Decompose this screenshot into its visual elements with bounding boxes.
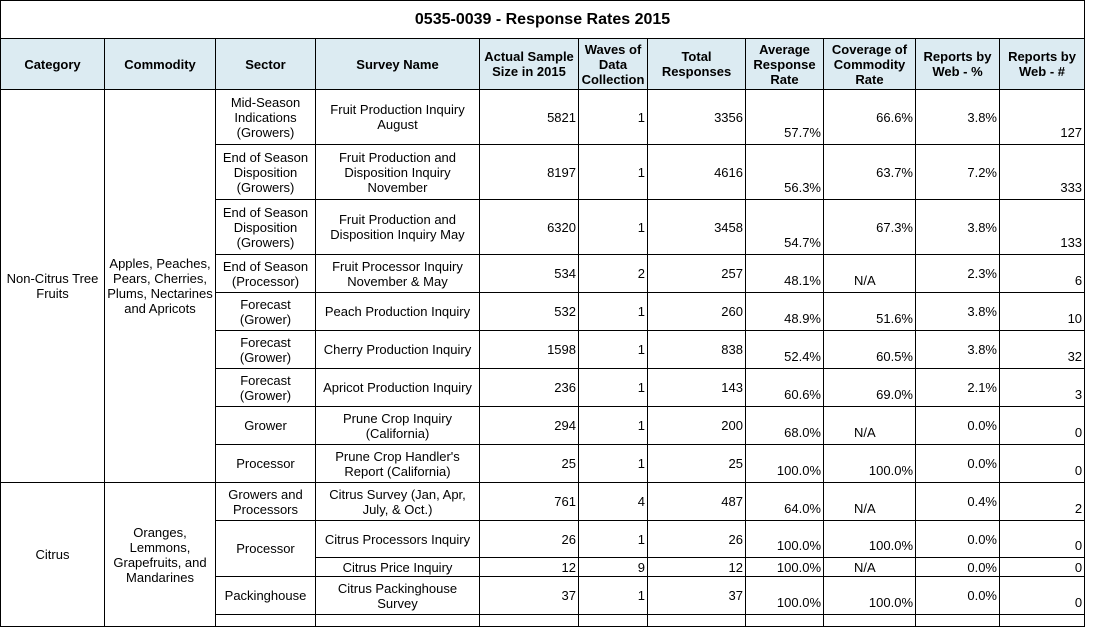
coverage-rate-cell — [824, 615, 916, 627]
sector-cell: End of Season (Processor) — [216, 255, 316, 293]
web-num-cell: 0 — [1000, 521, 1085, 558]
web-pct-cell — [916, 615, 1000, 627]
avg-response-rate-cell: 68.0% — [746, 407, 824, 445]
sample-size-cell: 26 — [480, 521, 579, 558]
waves-cell: 1 — [579, 293, 648, 331]
coverage-rate-cell: 100.0% — [824, 445, 916, 483]
total-responses-cell: 4616 — [648, 145, 746, 200]
category-cell: Non-Citrus Tree Fruits — [1, 90, 105, 483]
coverage-rate-cell: N/A — [824, 407, 916, 445]
waves-cell: 1 — [579, 445, 648, 483]
web-num-cell: 0 — [1000, 445, 1085, 483]
sample-size-cell: 534 — [480, 255, 579, 293]
sample-size-cell: 532 — [480, 293, 579, 331]
total-responses-cell — [648, 615, 746, 627]
survey-name-cell: Peach Production Inquiry — [316, 293, 480, 331]
waves-cell: 4 — [579, 483, 648, 521]
web-num-cell: 133 — [1000, 200, 1085, 255]
survey-name-cell: Fruit Processor Inquiry November & May — [316, 255, 480, 293]
web-pct-cell: 0.0% — [916, 521, 1000, 558]
waves-cell: 1 — [579, 145, 648, 200]
header-waves: Waves of Data Collection — [579, 39, 648, 90]
avg-response-rate-cell: 100.0% — [746, 577, 824, 615]
avg-response-rate-cell: 56.3% — [746, 145, 824, 200]
web-pct-cell: 3.8% — [916, 200, 1000, 255]
web-num-cell: 3 — [1000, 369, 1085, 407]
web-pct-cell: 0.0% — [916, 558, 1000, 577]
total-responses-cell: 3356 — [648, 90, 746, 145]
sample-size-cell — [480, 615, 579, 627]
survey-name-cell: Citrus Packinghouse Survey — [316, 577, 480, 615]
sample-size-cell: 25 — [480, 445, 579, 483]
sector-cell: Forecast (Grower) — [216, 293, 316, 331]
sample-size-cell: 37 — [480, 577, 579, 615]
total-responses-cell: 260 — [648, 293, 746, 331]
header-coverage-rate: Coverage of Commodity Rate — [824, 39, 916, 90]
web-num-cell: 0 — [1000, 558, 1085, 577]
coverage-rate-cell: 67.3% — [824, 200, 916, 255]
web-pct-cell: 0.0% — [916, 445, 1000, 483]
web-num-cell: 0 — [1000, 407, 1085, 445]
sector-cell — [216, 615, 316, 627]
total-responses-cell: 143 — [648, 369, 746, 407]
total-responses-cell: 37 — [648, 577, 746, 615]
web-pct-cell: 3.8% — [916, 331, 1000, 369]
total-responses-cell: 257 — [648, 255, 746, 293]
survey-name-cell: Fruit Production and Disposition Inquiry November — [316, 145, 480, 200]
survey-name-cell: Prune Crop Inquiry (California) — [316, 407, 480, 445]
web-pct-cell: 7.2% — [916, 145, 1000, 200]
header-survey-name: Survey Name — [316, 39, 480, 90]
survey-name-cell: Cherry Production Inquiry — [316, 331, 480, 369]
total-responses-cell: 12 — [648, 558, 746, 577]
coverage-rate-cell: 66.6% — [824, 90, 916, 145]
survey-name-cell: Prune Crop Handler's Report (California) — [316, 445, 480, 483]
avg-response-rate-cell: 100.0% — [746, 521, 824, 558]
avg-response-rate-cell: 57.7% — [746, 90, 824, 145]
coverage-rate-cell: 100.0% — [824, 521, 916, 558]
avg-response-rate-cell: 48.9% — [746, 293, 824, 331]
header-category: Category — [1, 39, 105, 90]
header-commodity: Commodity — [105, 39, 216, 90]
survey-name-cell: Citrus Survey (Jan, Apr, July, & Oct.) — [316, 483, 480, 521]
sample-size-cell: 5821 — [480, 90, 579, 145]
web-pct-cell: 2.1% — [916, 369, 1000, 407]
avg-response-rate-cell: 52.4% — [746, 331, 824, 369]
waves-cell: 1 — [579, 200, 648, 255]
web-num-cell: 0 — [1000, 577, 1085, 615]
sector-cell: Grower — [216, 407, 316, 445]
header-sample-size: Actual Sample Size in 2015 — [480, 39, 579, 90]
coverage-rate-cell: 69.0% — [824, 369, 916, 407]
survey-name-cell: Fruit Production and Disposition Inquiry May — [316, 200, 480, 255]
sector-cell: Packinghouse — [216, 577, 316, 615]
web-pct-cell: 0.4% — [916, 483, 1000, 521]
table-row — [1, 483, 1085, 521]
coverage-rate-cell: N/A — [824, 255, 916, 293]
total-responses-cell: 838 — [648, 331, 746, 369]
avg-response-rate-cell: 60.6% — [746, 369, 824, 407]
waves-cell: 1 — [579, 90, 648, 145]
web-num-cell: 2 — [1000, 483, 1085, 521]
avg-response-rate-cell: 100.0% — [746, 445, 824, 483]
avg-response-rate-cell — [746, 615, 824, 627]
survey-name-cell: Citrus Price Inquiry — [316, 558, 480, 577]
web-pct-cell: 3.8% — [916, 293, 1000, 331]
avg-response-rate-cell: 100.0% — [746, 558, 824, 577]
avg-response-rate-cell: 48.1% — [746, 255, 824, 293]
web-num-cell: 10 — [1000, 293, 1085, 331]
sector-cell: End of Season Disposition (Growers) — [216, 200, 316, 255]
survey-name-cell: Apricot Production Inquiry — [316, 369, 480, 407]
waves-cell: 9 — [579, 558, 648, 577]
total-responses-cell: 3458 — [648, 200, 746, 255]
sample-size-cell: 1598 — [480, 331, 579, 369]
sector-cell: Growers and Processors — [216, 483, 316, 521]
header-avg-response-rate: Average Response Rate — [746, 39, 824, 90]
web-pct-cell: 0.0% — [916, 577, 1000, 615]
waves-cell: 1 — [579, 369, 648, 407]
sample-size-cell: 6320 — [480, 200, 579, 255]
coverage-rate-cell: N/A — [824, 558, 916, 577]
sample-size-cell: 236 — [480, 369, 579, 407]
waves-cell: 1 — [579, 521, 648, 558]
sector-cell: Forecast (Grower) — [216, 331, 316, 369]
coverage-rate-cell: N/A — [824, 483, 916, 521]
total-responses-cell: 200 — [648, 407, 746, 445]
coverage-rate-cell: 100.0% — [824, 577, 916, 615]
sector-cell: Mid-Season Indications (Growers) — [216, 90, 316, 145]
commodity-cell: Apples, Peaches, Pears, Cherries, Plums, Nectarines and Apricots — [105, 90, 216, 483]
header-total-responses: Total Responses — [648, 39, 746, 90]
sector-cell: Forecast (Grower) — [216, 369, 316, 407]
web-pct-cell: 3.8% — [916, 90, 1000, 145]
sample-size-cell: 8197 — [480, 145, 579, 200]
waves-cell: 1 — [579, 331, 648, 369]
commodity-cell: Oranges, Lemmons, Grapefruits, and Mandarines — [105, 483, 216, 627]
sector-cell: End of Season Disposition (Growers) — [216, 145, 316, 200]
waves-cell: 2 — [579, 255, 648, 293]
header-sector: Sector — [216, 39, 316, 90]
web-num-cell: 32 — [1000, 331, 1085, 369]
coverage-rate-cell: 60.5% — [824, 331, 916, 369]
web-num-cell — [1000, 615, 1085, 627]
avg-response-rate-cell: 54.7% — [746, 200, 824, 255]
waves-cell: 1 — [579, 407, 648, 445]
coverage-rate-cell: 63.7% — [824, 145, 916, 200]
web-pct-cell: 2.3% — [916, 255, 1000, 293]
web-num-cell: 6 — [1000, 255, 1085, 293]
table-title: 0535-0039 - Response Rates 2015 — [1, 1, 1085, 39]
header-web-pct: Reports by Web - % — [916, 39, 1000, 90]
waves-cell: 1 — [579, 577, 648, 615]
sector-cell: Processor — [216, 521, 316, 577]
avg-response-rate-cell: 64.0% — [746, 483, 824, 521]
survey-name-cell — [316, 615, 480, 627]
table-row — [1, 90, 1085, 145]
total-responses-cell: 25 — [648, 445, 746, 483]
sample-size-cell: 12 — [480, 558, 579, 577]
survey-name-cell: Citrus Processors Inquiry — [316, 521, 480, 558]
header-web-num: Reports by Web - # — [1000, 39, 1085, 90]
waves-cell — [579, 615, 648, 627]
survey-name-cell: Fruit Production Inquiry August — [316, 90, 480, 145]
category-cell: Citrus — [1, 483, 105, 627]
total-responses-cell: 26 — [648, 521, 746, 558]
web-num-cell: 127 — [1000, 90, 1085, 145]
coverage-rate-cell: 51.6% — [824, 293, 916, 331]
sample-size-cell: 294 — [480, 407, 579, 445]
sample-size-cell: 761 — [480, 483, 579, 521]
sector-cell: Processor — [216, 445, 316, 483]
total-responses-cell: 487 — [648, 483, 746, 521]
web-num-cell: 333 — [1000, 145, 1085, 200]
web-pct-cell: 0.0% — [916, 407, 1000, 445]
